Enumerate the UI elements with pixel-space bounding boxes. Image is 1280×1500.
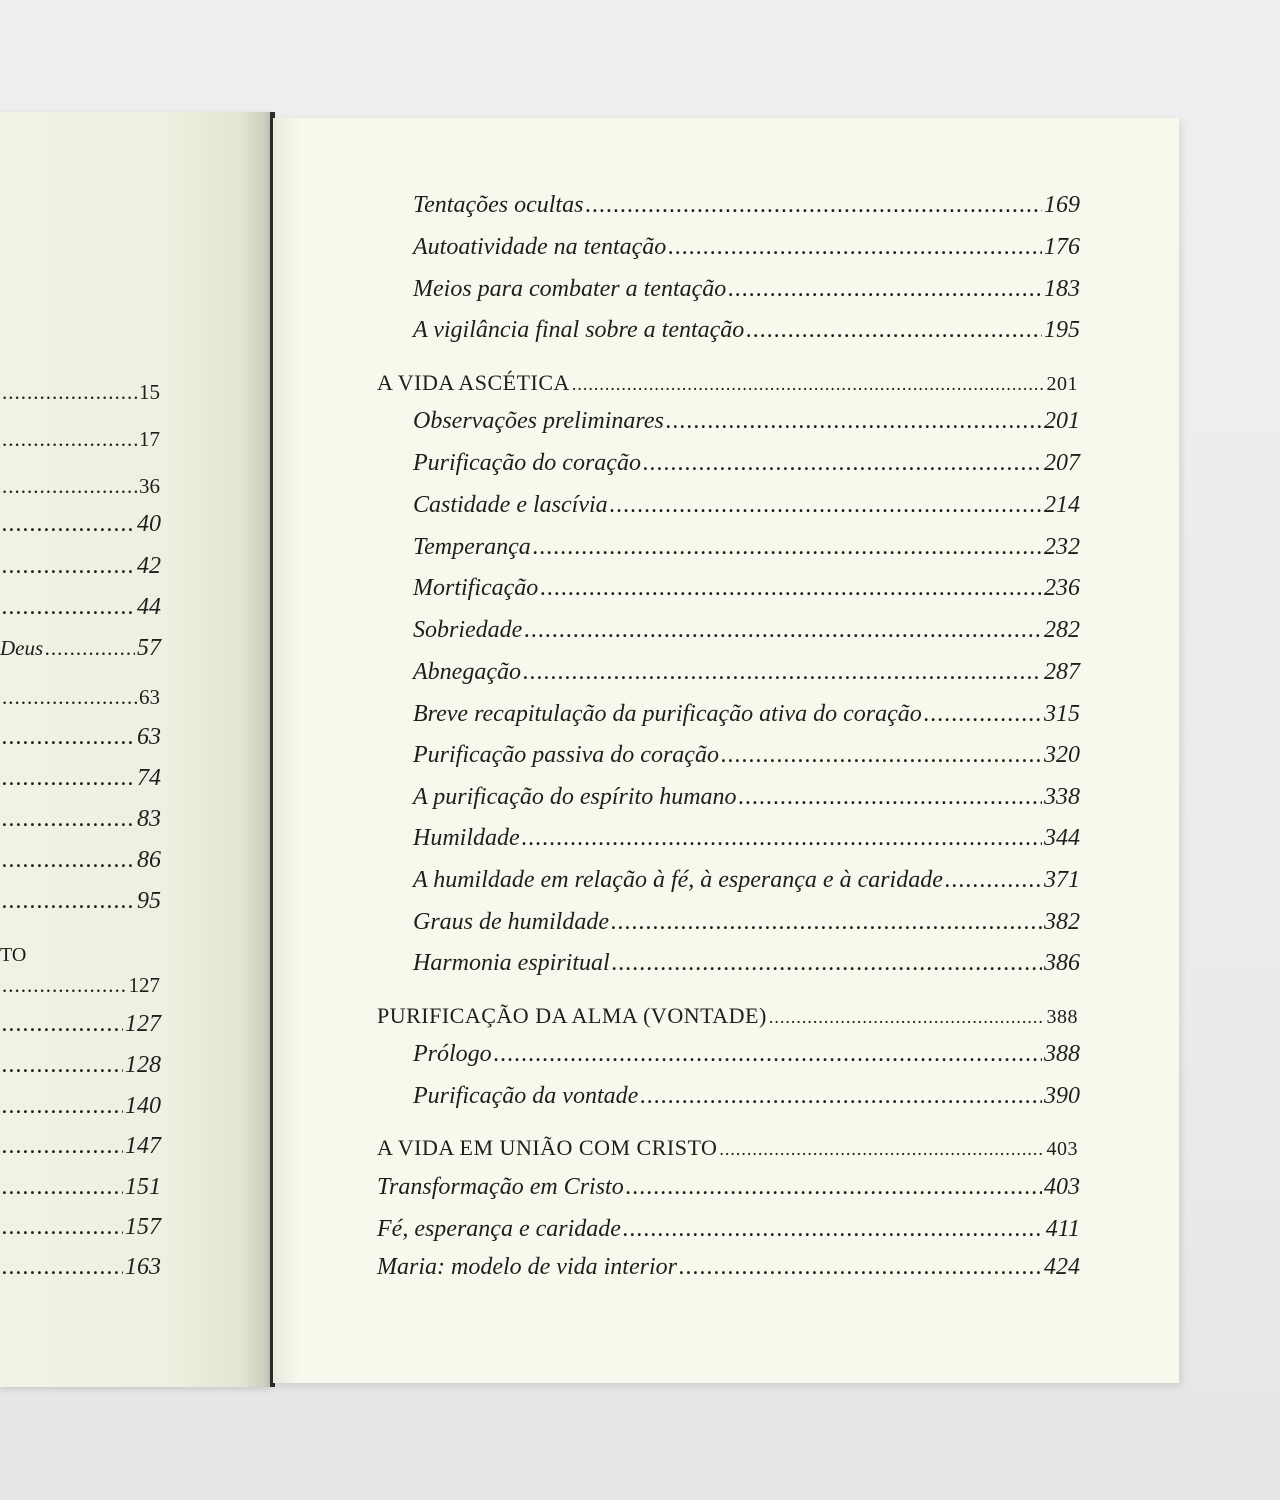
toc-entry-title: Transformação em Cristo [377,1174,624,1200]
toc-entry-title: Purificação passiva do coração [413,742,719,768]
toc-entry [413,408,1080,435]
left-toc-line: ..... 151 [0,1174,161,1201]
toc-entry-title: Graus de humildade [413,909,609,935]
toc-section-title: A VIDA ASCÉTICA [377,370,570,395]
toc-entry-page: 338 [1044,784,1080,810]
toc-entry-page: 388 [1044,1041,1080,1067]
left-toc-line: Deus ..... 57 [0,635,161,662]
toc-entry-page: 344 [1044,825,1080,851]
toc-entry [413,742,1080,769]
toc-entry-title: A purificação do espírito humano [413,784,737,810]
toc-entry-page: 207 [1044,450,1080,476]
toc-entry [413,867,1080,894]
toc-entry [413,909,1080,936]
toc-entry-page: 201 [1044,408,1080,434]
toc-entry [413,276,1080,303]
toc-entry-page: 315 [1044,701,1080,727]
toc-entry [377,1174,1080,1201]
toc-entry-page: 382 [1044,909,1080,935]
left-toc-line: ..... 83 [0,806,161,833]
toc-entry-title: Humildade [413,825,520,851]
toc-entry-page: 386 [1044,950,1080,976]
left-toc-line: ..... 63 [0,724,161,751]
toc-entry [413,192,1080,219]
toc-entry [413,534,1080,561]
toc-entry-title: Autoatividade na tentação [413,234,667,260]
left-toc-line: ..... 127 [0,1011,161,1038]
toc-entry [413,825,1080,852]
toc-entry-title: Purificação do coração [413,450,641,476]
left-toc-line: ..... 147 [0,1133,161,1160]
toc-entry-title: A humildade em relação à fé, à esperança e à caridade [413,867,943,893]
toc-entry [377,1254,1080,1281]
left-page [0,112,272,1387]
toc-entry [413,234,1080,261]
left-toc-heading: TO [0,944,27,966]
toc-entry-page: 232 [1044,534,1080,560]
toc-section [377,370,1078,396]
toc-entry-title: Abnegação [413,659,521,685]
toc-entry [413,784,1080,811]
toc-entry-title: Breve recapitulação da purificação ativa do coração [413,701,922,727]
toc-entry-page: 320 [1044,742,1080,768]
left-toc-line: ..... 95 [0,888,161,915]
toc-section [377,1003,1078,1029]
toc-entry-page: 183 [1044,276,1080,302]
left-toc-line: ..... 63 [0,685,160,710]
toc-entry [413,617,1080,644]
toc-entry-page: 287 [1044,659,1080,685]
toc-entry-page: 424 [1044,1254,1080,1280]
toc-entry-title: Mortificação [413,575,539,601]
toc-entry [413,1083,1080,1110]
toc-section-page: 403 [1046,1138,1078,1160]
toc-entry-page: 282 [1044,617,1080,643]
left-toc-line: ..... 44 [0,594,161,621]
left-toc-line: ..... 15 [0,380,160,405]
left-toc-line: ..... 42 [0,553,161,580]
left-toc-line: ..... 17 [0,427,160,452]
toc-entry [377,1216,1080,1243]
toc-entry-title: Purificação da vontade [413,1083,639,1109]
toc-entry-title: Fé, esperança e caridade [377,1216,621,1242]
left-toc-line: ..... 127 [0,973,160,998]
toc-entry-page: 176 [1044,234,1080,260]
left-toc-line: ..... 157 [0,1214,161,1241]
toc-entry-page: 236 [1044,575,1080,601]
toc-entry-title: Meios para combater a tentação [413,276,727,302]
toc-entry [413,659,1080,686]
toc-entry-title: Prólogo [413,1041,492,1067]
toc-entry-title: Maria: modelo de vida interior [377,1254,677,1280]
toc-entry [413,492,1080,519]
toc-section-title: A VIDA EM UNIÃO COM CRISTO [377,1135,718,1160]
toc-entry-title: Observações preliminares [413,408,664,434]
right-page [273,118,1179,1383]
toc-entry-page: 214 [1044,492,1080,518]
left-toc-line: ..... 36 [0,474,160,499]
toc-entry [413,450,1080,477]
toc-entry [413,575,1080,602]
toc-entry-title: Tentações ocultas [413,192,584,218]
toc-entry-title: Harmonia espiritual [413,950,610,976]
toc-entry-page: 195 [1044,317,1080,343]
toc-entry [413,950,1080,977]
toc-entry-page: 403 [1044,1174,1080,1200]
toc-entry-page: 169 [1044,192,1080,218]
toc-section-page: 388 [1046,1006,1078,1028]
toc-entry [413,317,1080,344]
toc-entry-title: Castidade e lascívia [413,492,608,518]
toc-entry [413,701,1080,728]
toc-section-page: 201 [1046,373,1078,395]
toc-entry-title: Sobriedade [413,617,523,643]
left-toc-line: ..... 86 [0,847,161,874]
toc-entry-page: 371 [1044,867,1080,893]
left-toc-line: ..... 40 [0,511,161,538]
left-toc-line: ..... 74 [0,765,161,792]
left-toc-line: ..... 140 [0,1093,161,1120]
toc-entry [413,1041,1080,1068]
left-toc-title: Deus [0,636,44,660]
toc-entry-page: 411 [1045,1216,1080,1242]
toc-section [377,1135,1078,1161]
toc-entry-title: Temperança [413,534,531,560]
left-toc-line: ..... 163 [0,1254,161,1281]
left-toc-line: ..... 128 [0,1052,161,1079]
toc-section-title: PURIFICAÇÃO DA ALMA (VONTADE) [377,1003,767,1028]
toc-entry-page: 390 [1044,1083,1080,1109]
toc-entry-title: A vigilância final sobre a tentação [413,317,745,343]
